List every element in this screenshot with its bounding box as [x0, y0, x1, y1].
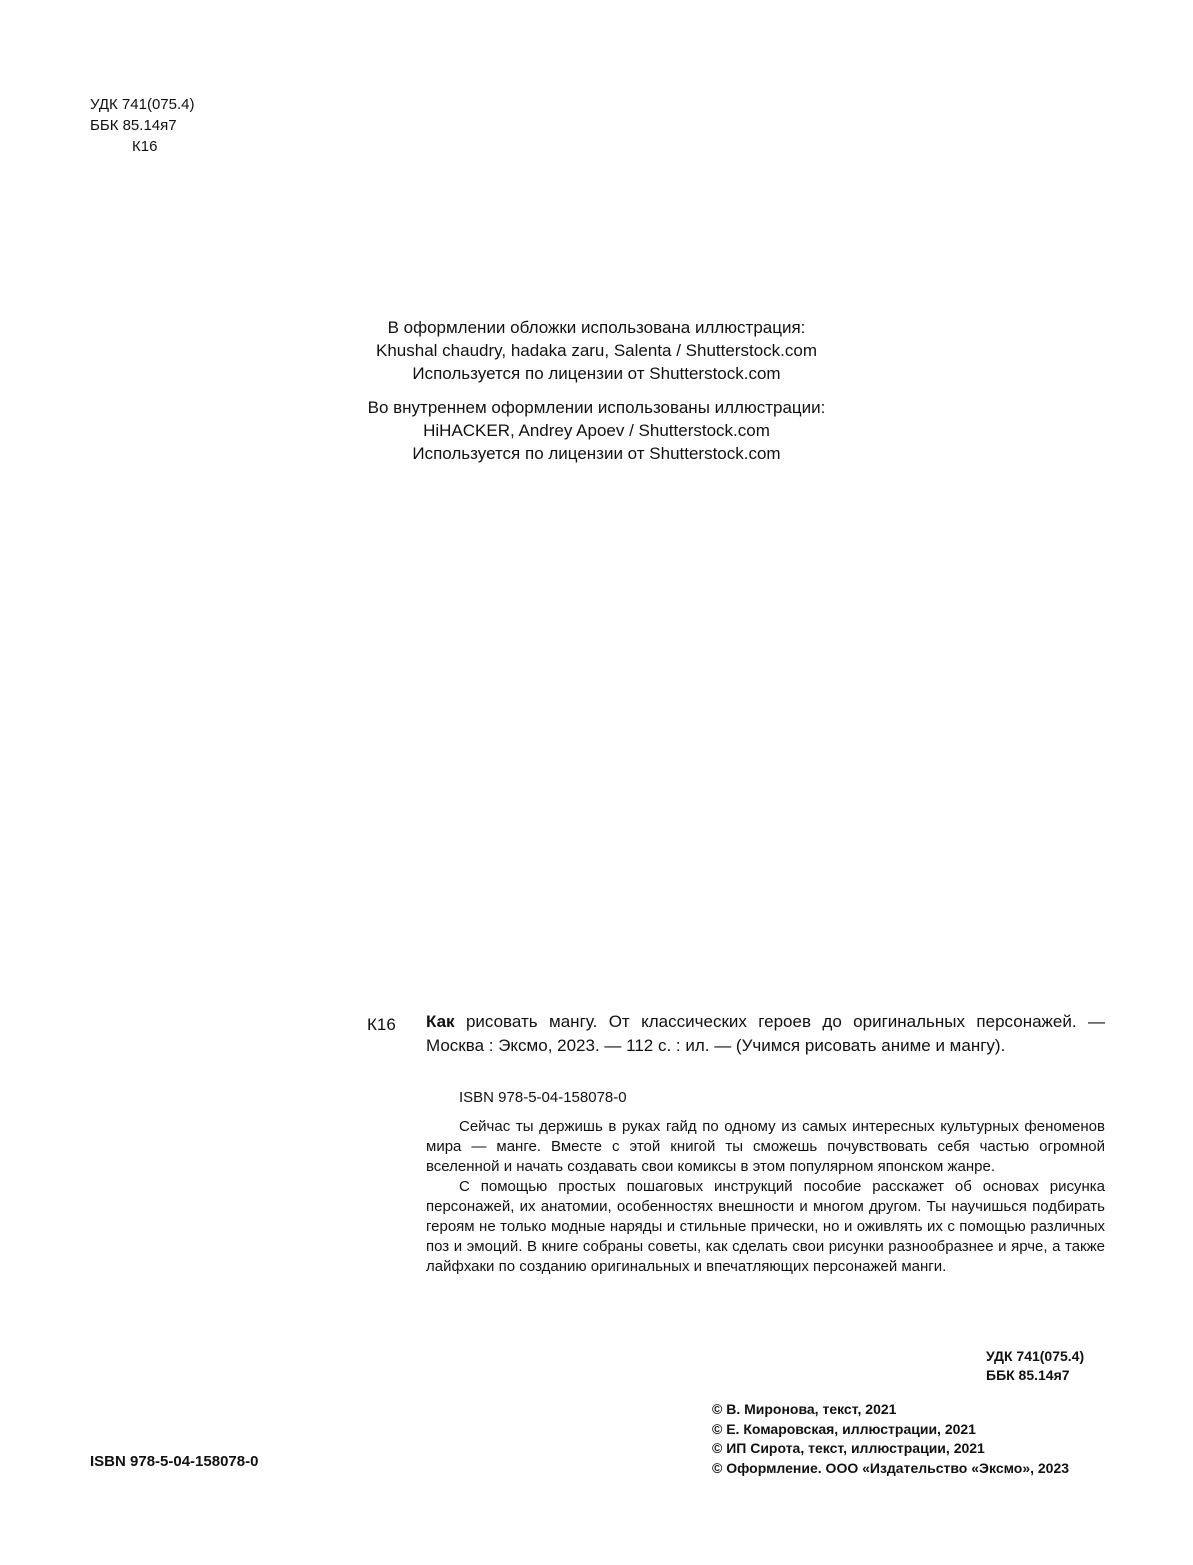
- udk-code-right: УДК 741(075.4): [986, 1348, 1085, 1364]
- copyright-line: © Оформление. ООО «Издательство «Эксмо», 2023: [712, 1459, 1070, 1476]
- classification-block: [90, 94, 194, 157]
- isbn-bottom: ISBN 978-5-04-158078-0: [90, 1453, 259, 1470]
- annotation-paragraph: С помощью простых пошаговых инструкций пособие расскажет об основах рисунка персонажей, их анатомии, особенностях внешности и многом другом. Ты научишься подбирать героям не только модные наряды и стильные прически, но и оживлять их с помощью различных поз и эмоций. В книге собраны советы, как сделать свои рисунки разнообразнее и ярче, а также лайфхаки по созданию оригинальных и впечатляющих персонажей манги.: [426, 1178, 1105, 1275]
- interior-credit-line: HiHACKER, Andrey Apoev / Shutterstock.com: [423, 421, 770, 440]
- annotation-paragraph: Сейчас ты держишь в руках гайд по одному из самых интересных культурных феноменов мира — манге. Вместе с этой книгой ты сможешь почувствовать себя частью огромной вселенной и начать создавать свои комиксы в этом популярном японском жанре.: [426, 1118, 1105, 1175]
- copyright-block: [712, 1400, 1069, 1478]
- annotation: [426, 1117, 1105, 1277]
- bibliographic-description: рисовать мангу. От классических героев до оригинальных персонажей. — Москва : Эксмо, 2023. — 112 с. : ил. — (Учимся рисовать аниме и мангу).: [426, 1012, 1105, 1055]
- author-mark: К16: [132, 138, 158, 155]
- copyright-line: © Е. Комаровская, иллюстрации, 2021: [712, 1420, 976, 1437]
- bibliographic-author-mark: К16: [367, 1015, 396, 1034]
- interior-credits: [0, 396, 1193, 465]
- copyright-line: © В. Миронова, текст, 2021: [712, 1401, 897, 1417]
- cover-credit-line: Используется по лицензии от Shutterstock.com: [412, 364, 781, 383]
- cover-credit-line: В оформлении обложки использована иллюстрация:: [387, 318, 806, 337]
- bibliographic-entry: [426, 1010, 1105, 1058]
- bibliographic-title-bold: Как: [426, 1012, 455, 1031]
- bbk-code-right: ББК 85.14я7: [986, 1367, 1070, 1383]
- copyright-line: © ИП Сирота, текст, иллюстрации, 2021: [712, 1440, 985, 1456]
- cover-credit-line: Khushal chaudry, hadaka zaru, Salenta / Shutterstock.com: [376, 341, 817, 360]
- interior-credit-line: Используется по лицензии от Shutterstock.com: [412, 444, 781, 463]
- classification-right: [986, 1347, 1084, 1385]
- interior-credit-line: Во внутреннем оформлении использованы иллюстрации:: [367, 398, 826, 417]
- bbk-code: ББК 85.14я7: [90, 117, 177, 134]
- udk-code: УДК 741(075.4): [90, 96, 195, 113]
- cover-credits: [0, 316, 1193, 385]
- isbn-entry: ISBN 978-5-04-158078-0: [459, 1089, 627, 1106]
